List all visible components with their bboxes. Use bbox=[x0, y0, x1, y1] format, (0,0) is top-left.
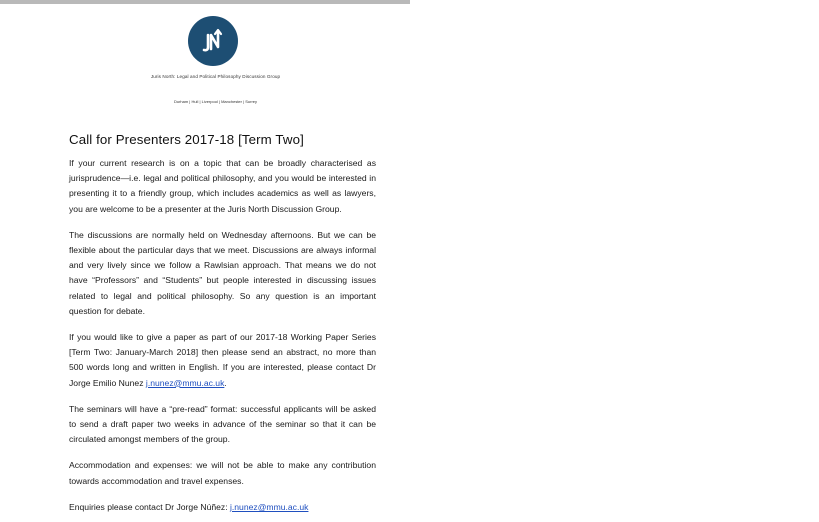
paragraph-expenses: Accommodation and expenses: we will not be able to make any contribution towards accommodation and travel expenses. bbox=[69, 460, 376, 486]
page-title: Call for Presenters 2017-18 [Term Two] bbox=[69, 132, 304, 147]
enquiries-email-link[interactable]: j.nunez@mmu.ac.uk bbox=[229, 501, 309, 512]
member-cities: Durham | Hull | Liverpool | Manchester | Surrey bbox=[173, 99, 258, 104]
org-name: Juris North: Legal and Political Philosophy Discussion Group bbox=[150, 74, 281, 79]
logo-container bbox=[50, 16, 376, 66]
submission-text: If you would like to give a paper as part of our 2017-18 Working Paper Series [Term Two: January-March 2018] then please send an abstract, no more than 500 words long and written in English. If you are interested, please contact Dr Jorge Emilio Nunez bbox=[69, 332, 376, 388]
juris-north-logo bbox=[188, 16, 238, 66]
paragraph-discussions: The discussions are normally held on Wednesday afternoons. But we can be flexible about the particular days that we meet. Discussions are always informal and very lively since we follow a Rawlsian approach. That means we do not have “Professors” and “Students” but people interested in discussing issues related to legal and political philosophy. So any question is an important question for debate. bbox=[69, 229, 376, 316]
document-page bbox=[69, 16, 376, 515]
contact-email-link[interactable]: j.nunez@mmu.ac.uk bbox=[145, 377, 225, 388]
paragraph-enquiries bbox=[69, 500, 376, 515]
top-border bbox=[0, 0, 410, 4]
paragraph-submission bbox=[69, 330, 376, 391]
paragraph-intro: If your current research is on a topic that can be broadly characterised as jurisprudence—i.e. legal and political philosophy, and you would be interested in presenting it to a friendly group, which includes academics as well as lawyers, you are welcome to be a presenter at the Juris North Discussion Group. bbox=[69, 158, 376, 214]
paragraph-format: The seminars will have a “pre-read” format: successful applicants will be asked to send a draft paper two weeks in advance of the seminar so that it can be circulated amongst members of the group. bbox=[69, 403, 376, 445]
jn-arrow-icon bbox=[198, 26, 228, 56]
submission-end: . bbox=[224, 377, 227, 388]
enquiries-text: Enquiries please contact Dr Jorge Núñez: bbox=[69, 501, 230, 512]
